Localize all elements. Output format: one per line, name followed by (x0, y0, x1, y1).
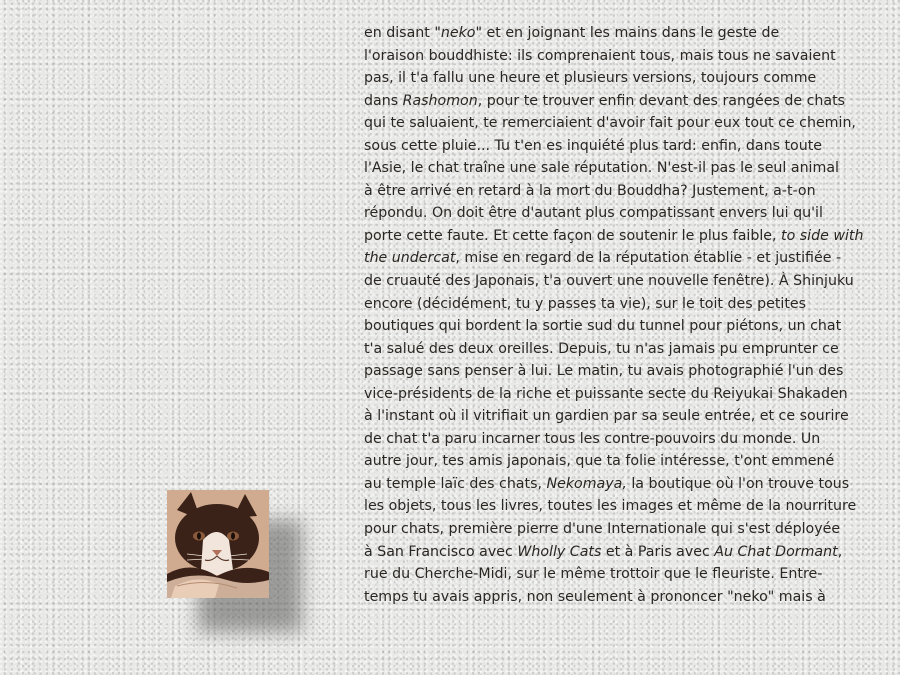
text-run: pas, il t'a fallu une heure et plusieurs versions, toujours comme (364, 70, 817, 87)
text-line (364, 22, 892, 45)
text-line (364, 90, 892, 113)
text-run: répondu. On doit être d'autant plus compatissant envers lui qu'il (364, 205, 823, 222)
text-run: au temple laïc des chats, (364, 475, 547, 492)
italic-title: the undercat (364, 250, 456, 267)
text-run: temps tu avais appris, non seulement à prononcer "neko" mais à (364, 588, 826, 605)
text-line (364, 225, 892, 248)
text-run: , pour te trouver enfin devant des rangées de chats (477, 92, 846, 109)
text-run: vice-présidents de la riche et puissante secte du Reiyukai Shakaden (364, 385, 848, 402)
text-line (364, 586, 892, 609)
text-run: l'Asie, le chat traîne une sale réputation. N'est-il pas le seul animal (364, 160, 839, 177)
text-run: , mise en regard de la réputation établie - et justifiée - (455, 250, 842, 267)
text-run: dans (364, 92, 403, 109)
text-run: passage sans penser à lui. Le matin, tu avais photographié l'un des (364, 363, 844, 380)
text-line (364, 383, 892, 406)
text-line (364, 157, 892, 180)
italic-title: Au Chat Dormant (714, 543, 838, 560)
italic-title: Wholly Cats (517, 543, 602, 560)
text-line (364, 518, 892, 541)
text-line (364, 473, 892, 496)
text-run: autre jour, tes amis japonais, que ta folie intéresse, t'ont emmené (364, 453, 835, 470)
text-run: , (837, 543, 843, 560)
text-line (364, 428, 892, 451)
text-line (364, 112, 892, 135)
cat-photo-drawing (167, 490, 269, 598)
text-run: de chat t'a paru incarner tous les contre-pouvoirs du monde. Un (364, 430, 821, 447)
text-run: à être arrivé en retard à la mort du Bouddha? Justement, a-t-on (364, 182, 816, 199)
text-run: t'a salué des deux oreilles. Depuis, tu n'as jamais pu emprunter ce (364, 340, 839, 357)
italic-title: Rashomon (402, 92, 478, 109)
text-run: porte cette faute. Et cette façon de soutenir le plus faible, (364, 227, 782, 244)
text-line (364, 405, 892, 428)
text-line (364, 541, 892, 564)
text-line (364, 180, 892, 203)
italic-title: to side with (781, 227, 864, 244)
text-line (364, 315, 892, 338)
text-line (364, 202, 892, 225)
text-run: sous cette pluie... Tu t'en es inquiété plus tard: enfin, dans toute (364, 137, 823, 154)
text-line (364, 450, 892, 473)
text-line (364, 563, 892, 586)
text-line (364, 67, 892, 90)
text-run: rue du Cherche-Midi, sur le même trottoir que le fleuriste. Entre- (364, 566, 823, 583)
text-line (364, 360, 892, 383)
text-line (364, 270, 892, 293)
text-run: l'oraison bouddhiste: ils comprenaient tous, mais tous ne savaient (364, 47, 836, 64)
text-run: de cruauté des Japonais, t'a ouvert une nouvelle fenêtre). À Shinjuku (364, 273, 854, 290)
text-run: boutiques qui bordent la sortie sud du tunnel pour piétons, un chat (364, 318, 842, 335)
cat-photo (167, 490, 269, 598)
text-run: et à Paris avec (601, 543, 715, 560)
text-line (364, 293, 892, 316)
italic-title: Nekomaya, (546, 475, 627, 492)
text-line (364, 495, 892, 518)
text-run: à San Francisco avec (364, 543, 518, 560)
text-line (364, 338, 892, 361)
text-run: " et en joignant les mains dans le geste de (475, 25, 780, 41)
italic-title: neko (440, 25, 476, 41)
text-run: pour chats, première pierre d'une Internationale qui s'est déployée (364, 521, 841, 538)
text-run: les objets, tous les livres, toutes les images et même de la nourriture (364, 498, 857, 515)
text-line (364, 135, 892, 158)
text-run: la boutique où l'on trouve tous (626, 475, 850, 492)
text-run: qui te saluaient, te remerciaient d'avoir fait pour eux tout ce chemin, (364, 115, 856, 132)
text-run: encore (décidément, tu y passes ta vie), sur le toit des petites (364, 295, 807, 312)
body-text (364, 22, 892, 608)
text-line (364, 247, 892, 270)
text-run: en disant " (364, 25, 441, 41)
text-run: à l'instant où il vitrifiait un gardien par sa seule entrée, et ce sourire (364, 408, 849, 425)
text-line (364, 45, 892, 68)
